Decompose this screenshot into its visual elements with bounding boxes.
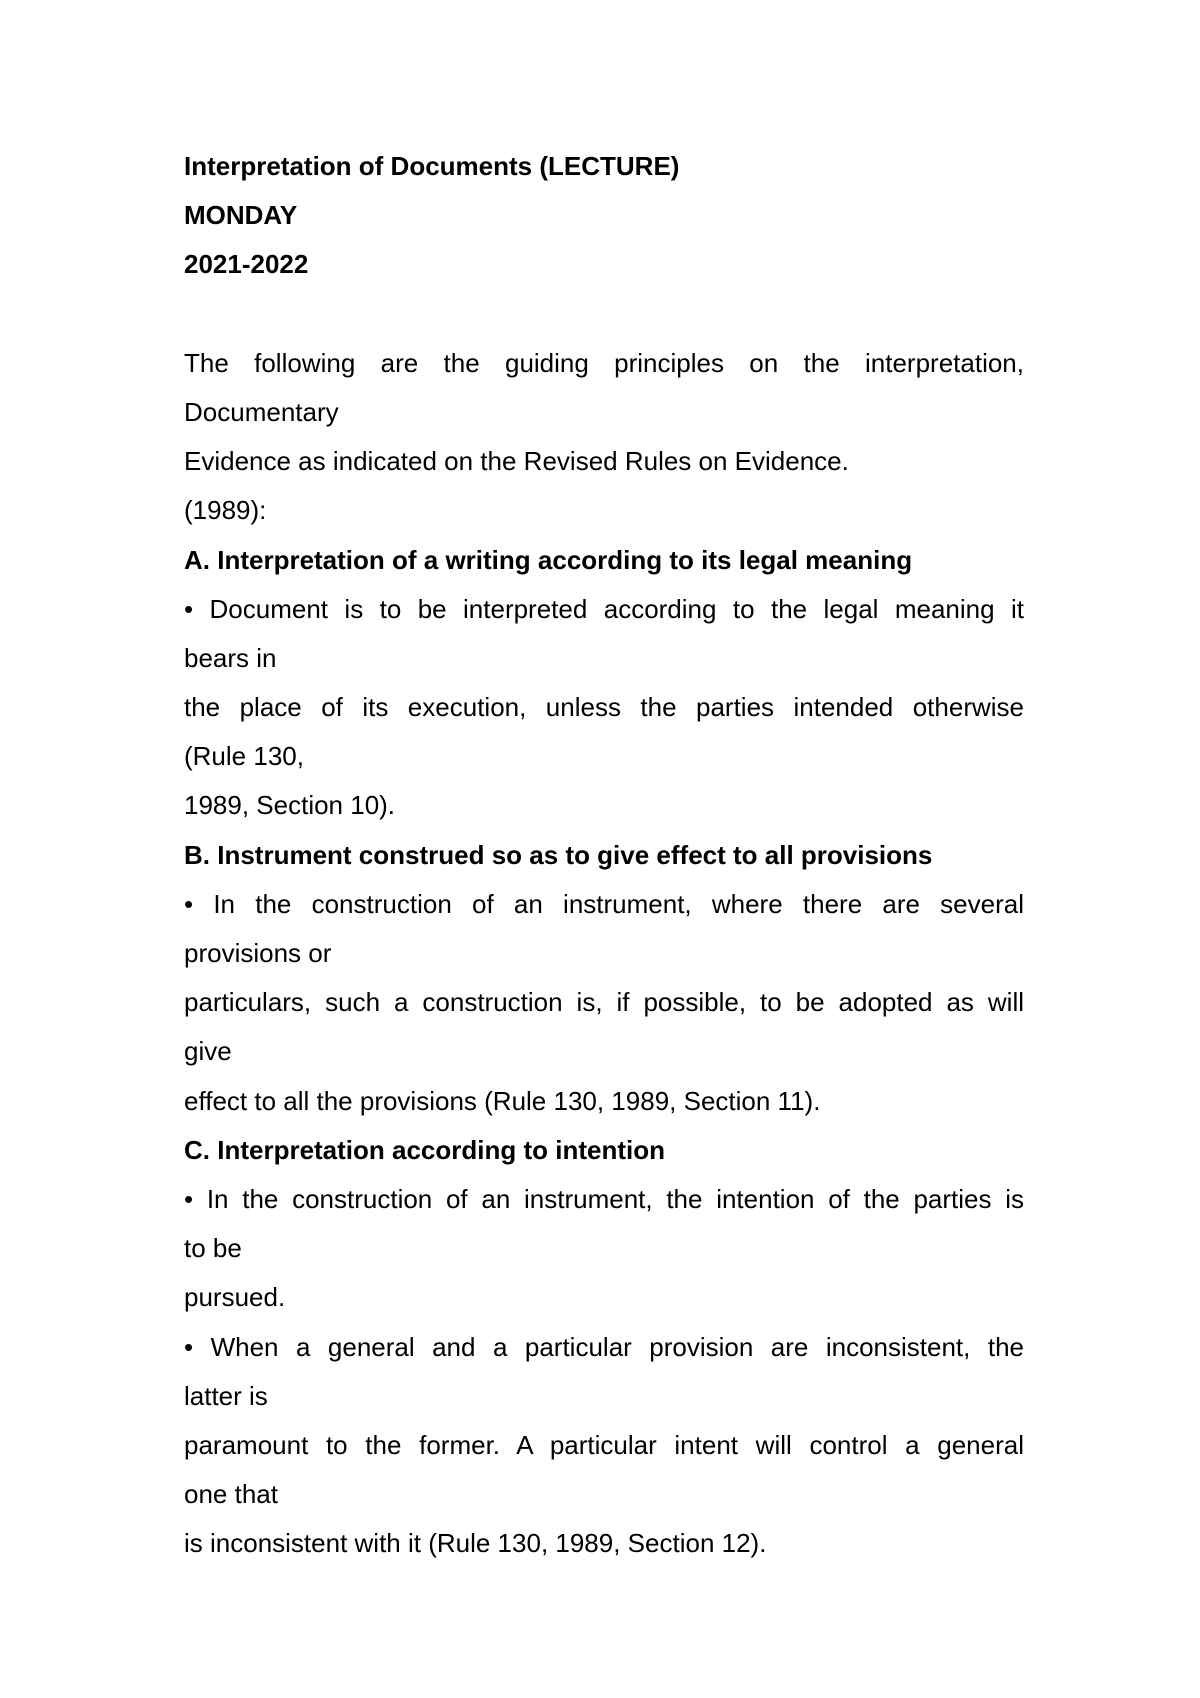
- intro-line: Documentary: [184, 396, 339, 427]
- section-c-line: latter is: [184, 1380, 268, 1411]
- section-a-line: • Document is to be interpreted according to the legal meaning it: [184, 593, 1024, 624]
- section-b-line: • In the construction of an instrument, where there are several: [184, 888, 1024, 919]
- intro-line: (1989):: [184, 495, 267, 526]
- document-body: [184, 142, 1024, 1568]
- section-c-line: to be: [184, 1233, 242, 1264]
- section-c-line: paramount to the former. A particular intent will control a general: [184, 1429, 1024, 1460]
- document-title: Interpretation of Documents (LECTURE): [184, 151, 680, 181]
- section-heading-a: A. Interpretation of a writing according to its legal meaning: [184, 544, 913, 575]
- section-b-line: provisions or: [184, 938, 332, 968]
- section-c-line: one that: [184, 1479, 278, 1510]
- intro-line: Evidence as indicated on the Revised Rules on Evidence.: [184, 446, 849, 477]
- intro-line: The following are the guiding principles on the interpretation,: [184, 347, 1024, 378]
- section-c-line: • When a general and a particular provision are inconsistent, the: [184, 1331, 1024, 1362]
- document-year: 2021-2022: [184, 249, 309, 280]
- section-heading-c: C. Interpretation according to intention: [184, 1134, 665, 1165]
- section-heading-b: B. Instrument construed so as to give effect to all provisions: [184, 839, 933, 870]
- section-b-line: particulars, such a construction is, if possible, to be adopted as will: [184, 987, 1024, 1018]
- section-c-line: is inconsistent with it (Rule 130, 1989, Section 12).: [184, 1528, 767, 1559]
- section-c-line: pursued.: [184, 1282, 286, 1313]
- section-a-line: bears in: [184, 642, 277, 673]
- section-a-line: (Rule 130,: [184, 741, 304, 772]
- section-b-line: effect to all the provisions (Rule 130, 1989, Section 11).: [184, 1085, 821, 1116]
- section-a-line: the place of its execution, unless the parties intended otherwise: [184, 692, 1024, 723]
- document-day: MONDAY: [184, 200, 298, 231]
- section-a-line: 1989, Section 10).: [184, 790, 396, 821]
- section-b-line: give: [184, 1036, 232, 1067]
- blank-line: [184, 290, 1024, 339]
- section-c-line: • In the construction of an instrument, the intention of the parties is: [184, 1183, 1024, 1214]
